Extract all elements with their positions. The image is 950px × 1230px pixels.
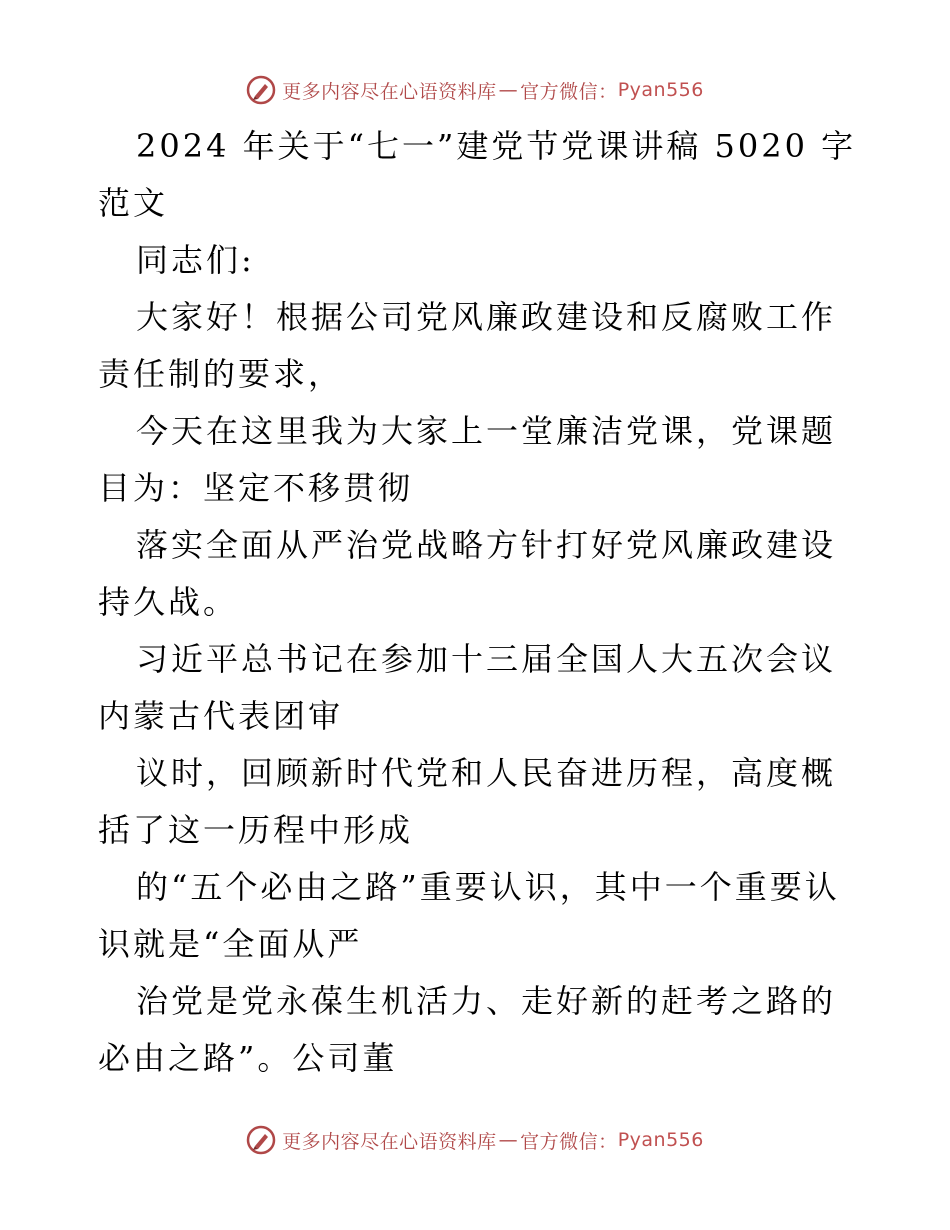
banner-handle: Pyan556 [617, 79, 704, 101]
paragraph: 习近平总书记在参加十三届全国人大五次会议内蒙古代表团审 [98, 640, 837, 735]
paragraph: 议时，回顾新时代党和人民奋进历程，高度概括了这一历程中形成 [98, 754, 837, 849]
document-title: 2024 年关于“七一”建党节党课讲稿 5020 字范文 [98, 127, 857, 222]
banner-main-text: 更多内容尽在心语资料库 [282, 1130, 497, 1153]
banner-separator: — [498, 79, 519, 101]
banner-separator: — [498, 1129, 519, 1151]
paragraph: 大家好！根据公司党风廉政建设和反腐败工作责任制的要求， [98, 298, 837, 393]
banner-official-label: 官方微信： [520, 1130, 618, 1153]
banner-handle: Pyan556 [617, 1129, 704, 1151]
banner-official-label: 官方微信： [520, 80, 618, 103]
pen-logo-icon [246, 1125, 276, 1155]
paragraph: 同志们: [136, 241, 255, 279]
pen-logo-icon [246, 75, 276, 105]
paragraph: 今天在这里我为大家上一堂廉洁党课，党课题目为：坚定不移贯彻 [98, 412, 837, 507]
banner-main-text: 更多内容尽在心语资料库 [282, 80, 497, 103]
footer-banner [0, 1120, 950, 1160]
header-banner [0, 70, 950, 110]
paragraph: 落实全面从严治党战略方针打好党风廉政建设持久战。 [98, 526, 837, 621]
paragraph: 的“五个必由之路”重要认识，其中一个重要认识就是“全面从严 [98, 868, 840, 963]
paragraph: 治党是党永葆生机活力、走好新的赶考之路的必由之路”。公司董 [98, 982, 837, 1077]
document-body [98, 118, 858, 1087]
